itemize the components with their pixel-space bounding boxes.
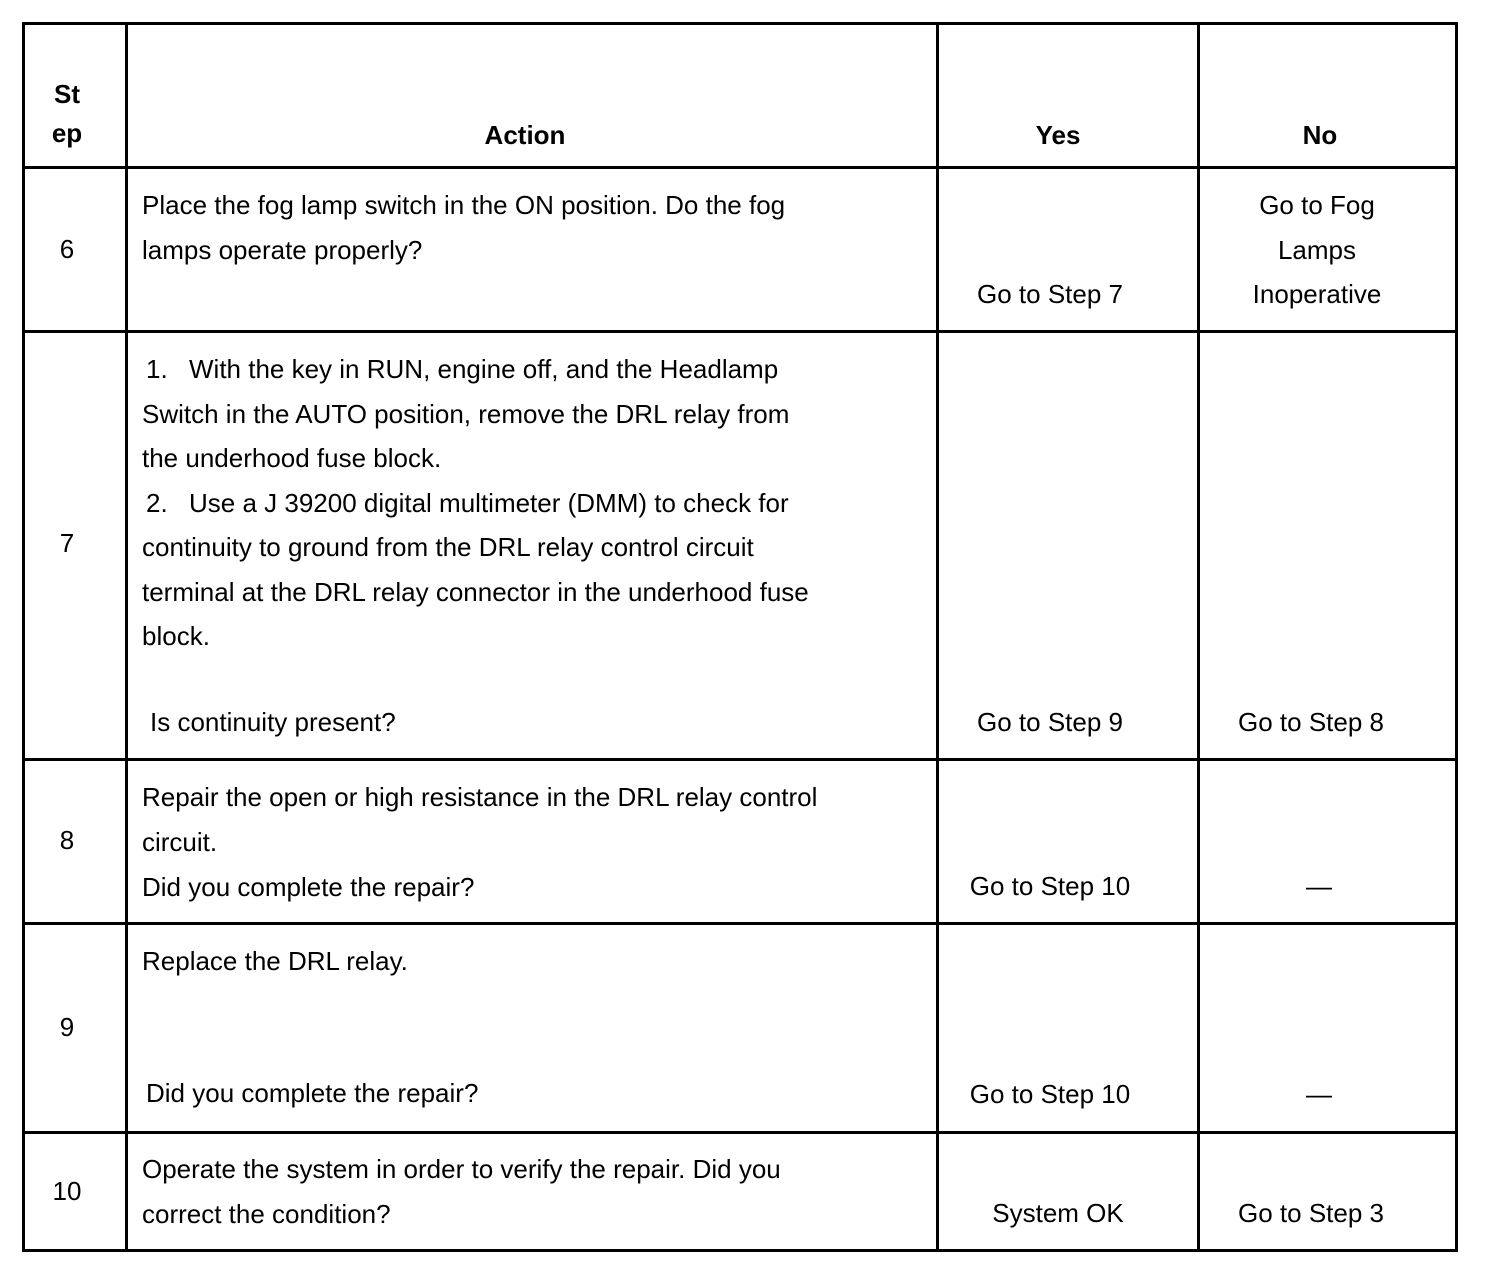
action-line: continuity to ground from the DRL relay control circuit bbox=[142, 532, 754, 562]
row-divider bbox=[25, 166, 1455, 169]
action-cell bbox=[142, 183, 785, 272]
yes-cell: Go to Step 10 bbox=[969, 1079, 1131, 1109]
action-line: correct the condition? bbox=[142, 1198, 391, 1229]
header-step bbox=[22, 75, 112, 153]
no-line: Lamps bbox=[1277, 234, 1357, 265]
action-line: With the key in RUN, engine off, and the Headlamp bbox=[189, 354, 779, 384]
yes-cell: System OK bbox=[992, 1198, 1124, 1228]
header-action: Action bbox=[484, 120, 566, 150]
list-number: 1. bbox=[146, 354, 168, 384]
action-line: Operate the system in order to verify the repair. Did you bbox=[142, 1154, 781, 1184]
no-cell: — bbox=[1306, 871, 1332, 901]
action-line: Repair the open or high resistance in the DRL relay control bbox=[142, 782, 818, 812]
action-line: Use a J 39200 digital multimeter (DMM) to check for bbox=[189, 487, 789, 518]
header-step-line: St bbox=[54, 79, 80, 109]
step-number: 10 bbox=[52, 1176, 82, 1206]
row-divider bbox=[25, 758, 1455, 761]
action-line: Switch in the AUTO position, remove the DRL relay from bbox=[142, 398, 790, 429]
header-yes: Yes bbox=[1035, 120, 1081, 150]
no-cell: — bbox=[1306, 1079, 1332, 1109]
action-cell bbox=[142, 1147, 781, 1236]
step-number: 7 bbox=[59, 528, 75, 558]
step-number: 9 bbox=[59, 1012, 75, 1042]
action-line: the underhood fuse block. bbox=[142, 443, 442, 473]
row-divider bbox=[25, 922, 1455, 925]
column-divider bbox=[125, 25, 128, 1249]
action-cell bbox=[142, 347, 809, 659]
row-divider bbox=[25, 330, 1455, 333]
question-text: Did you complete the repair? bbox=[146, 1078, 479, 1108]
yes-cell: Go to Step 9 bbox=[977, 707, 1123, 737]
action-line: block. bbox=[142, 621, 210, 651]
list-number: 2. bbox=[146, 487, 168, 518]
action-cell bbox=[142, 775, 817, 910]
action-line: lamps operate properly? bbox=[142, 234, 423, 265]
step-number: 8 bbox=[59, 825, 75, 855]
yes-cell: Go to Step 10 bbox=[969, 871, 1131, 901]
step-number: 6 bbox=[59, 234, 75, 264]
column-divider bbox=[936, 25, 939, 1249]
action-line: terminal at the DRL relay connector in the underhood fuse bbox=[142, 576, 809, 607]
no-cell: Go to Step 3 bbox=[1238, 1198, 1384, 1228]
action-line: Did you complete the repair? bbox=[142, 872, 475, 902]
action-line: Place the fog lamp switch in the ON position. Do the fog bbox=[142, 190, 786, 220]
yes-cell: Go to Step 7 bbox=[977, 279, 1123, 309]
row-divider bbox=[25, 1131, 1455, 1134]
no-cell: Go to Step 8 bbox=[1238, 707, 1384, 737]
no-line: Inoperative bbox=[1252, 279, 1382, 309]
list-item bbox=[142, 347, 809, 392]
header-no: No bbox=[1302, 120, 1338, 150]
list-item bbox=[142, 481, 809, 526]
question-text: Is continuity present? bbox=[150, 707, 396, 737]
action-line: Replace the DRL relay. bbox=[142, 946, 408, 976]
header-step-line: ep bbox=[51, 118, 83, 148]
action-line: circuit. bbox=[142, 826, 218, 857]
no-cell bbox=[1197, 183, 1437, 317]
no-line: Go to Fog bbox=[1259, 190, 1375, 220]
